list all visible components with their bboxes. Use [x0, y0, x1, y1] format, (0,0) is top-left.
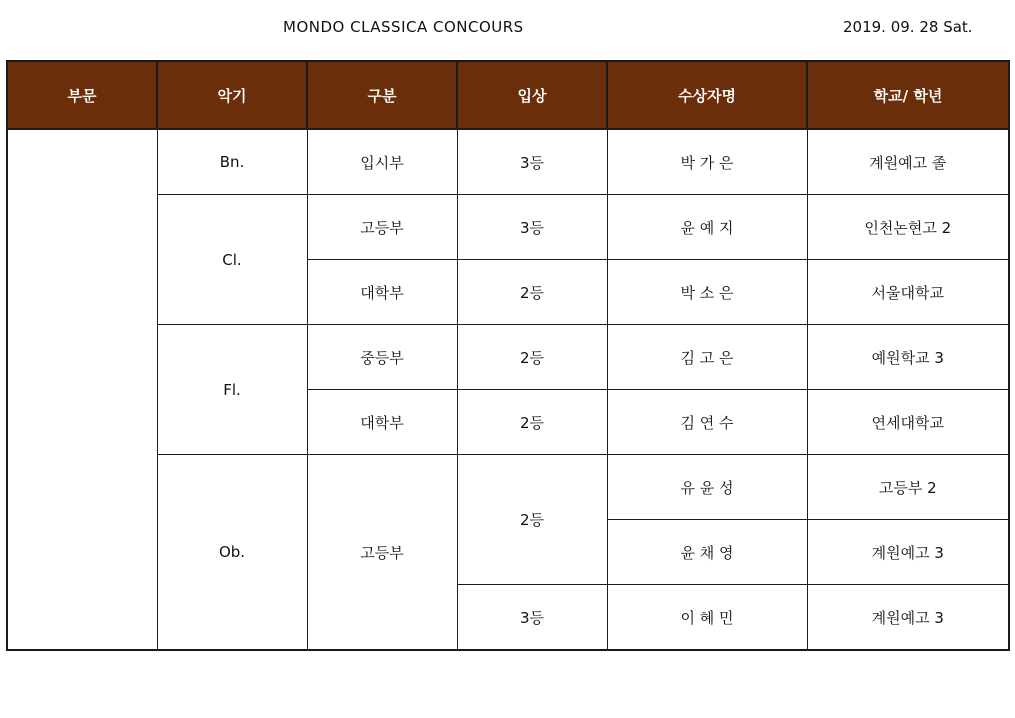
column-header-award: 입상 — [457, 61, 607, 129]
division-cell: 고등부 — [307, 455, 457, 651]
school-cell: 계원예고 졸 — [807, 129, 1009, 195]
name-cell: 윤 채 영 — [607, 520, 807, 585]
column-header-name: 수상자명 — [607, 61, 807, 129]
category-cell — [7, 129, 157, 650]
name-cell: 박 소 은 — [607, 260, 807, 325]
award-cell: 3등 — [457, 195, 607, 260]
instrument-cell: Bn. — [157, 129, 307, 195]
name-cell: 이 혜 민 — [607, 585, 807, 651]
column-header-division: 구분 — [307, 61, 457, 129]
award-cell: 3등 — [457, 585, 607, 651]
name-cell: 김 고 은 — [607, 325, 807, 390]
name-cell: 유 윤 성 — [607, 455, 807, 520]
table-row — [7, 195, 1009, 260]
school-cell: 계원예고 3 — [807, 520, 1009, 585]
school-cell: 예원학교 3 — [807, 325, 1009, 390]
award-cell: 2등 — [457, 325, 607, 390]
award-cell: 3등 — [457, 129, 607, 195]
school-cell: 인천논현고 2 — [807, 195, 1009, 260]
results-table — [6, 60, 1010, 651]
document-title: MONDO CLASSICA CONCOURS — [283, 18, 524, 36]
name-cell: 김 연 수 — [607, 390, 807, 455]
instrument-cell: Cl. — [157, 195, 307, 325]
column-header-category: 부문 — [7, 61, 157, 129]
division-cell: 고등부 — [307, 195, 457, 260]
document-date: 2019. 09. 28 Sat. — [843, 18, 973, 36]
award-cell: 2등 — [457, 260, 607, 325]
name-cell: 박 가 은 — [607, 129, 807, 195]
division-cell: 대학부 — [307, 260, 457, 325]
table-row — [7, 455, 1009, 520]
column-header-school: 학교/ 학년 — [807, 61, 1009, 129]
award-cell: 2등 — [457, 455, 607, 585]
school-cell: 서울대학교 — [807, 260, 1009, 325]
division-cell: 대학부 — [307, 390, 457, 455]
instrument-cell: Ob. — [157, 455, 307, 651]
table-row — [7, 129, 1009, 195]
table-row — [7, 325, 1009, 390]
division-cell: 입시부 — [307, 129, 457, 195]
header-row — [7, 61, 1009, 129]
name-cell: 윤 예 지 — [607, 195, 807, 260]
award-cell: 2등 — [457, 390, 607, 455]
school-cell: 계원예고 3 — [807, 585, 1009, 651]
school-cell: 연세대학교 — [807, 390, 1009, 455]
instrument-cell: Fl. — [157, 325, 307, 455]
school-cell: 고등부 2 — [807, 455, 1009, 520]
division-cell: 중등부 — [307, 325, 457, 390]
column-header-instrument: 악기 — [157, 61, 307, 129]
